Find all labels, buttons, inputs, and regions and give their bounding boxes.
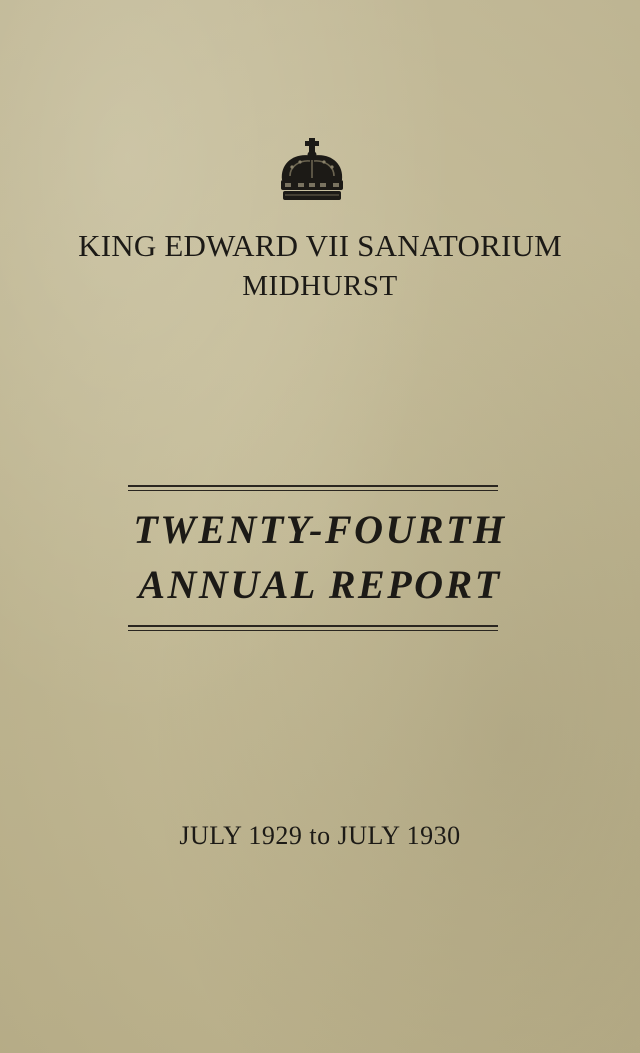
institution-name: KING EDWARD VII SANATORIUM	[78, 228, 562, 263]
report-period: JULY 1929 to JULY 1930	[179, 821, 461, 850]
report-title-line-1: TWENTY-FOURTH	[133, 507, 507, 552]
title-rule-top	[128, 485, 498, 487]
location-name: MIDHURST	[242, 270, 398, 302]
royal-crown-icon	[276, 136, 348, 204]
title-rule-bottom	[128, 625, 498, 627]
title-rule-top-thin	[128, 490, 498, 491]
title-rule-bottom-thin	[128, 630, 498, 631]
report-title-line-2: ANNUAL REPORT	[138, 562, 502, 607]
